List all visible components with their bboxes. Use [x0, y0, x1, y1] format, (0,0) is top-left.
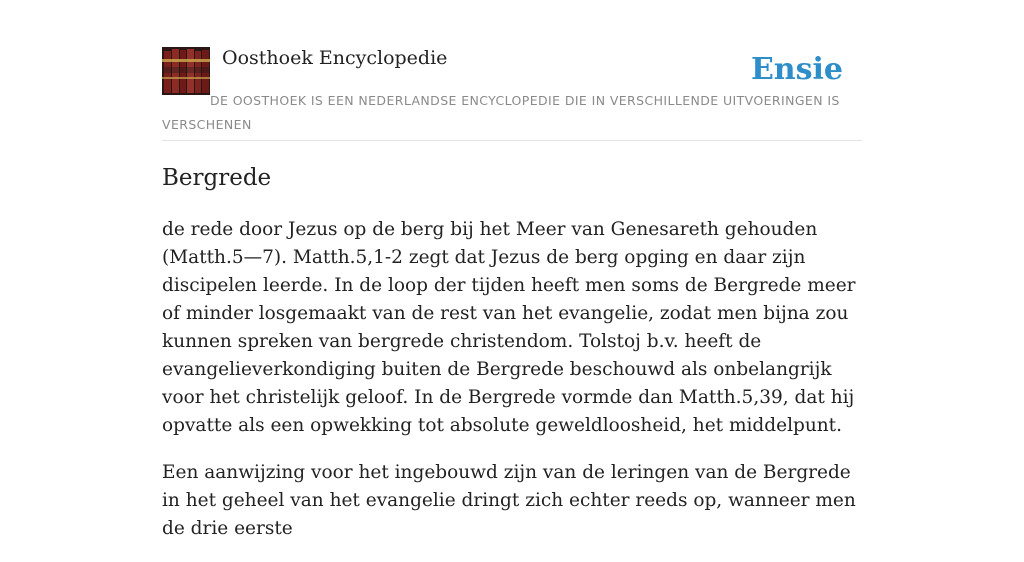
- encyclopedia-name-link[interactable]: Oosthoek Encyclopedie: [222, 47, 448, 69]
- avatar[interactable]: [162, 47, 210, 95]
- book-spines-icon: [162, 47, 210, 95]
- article-body: [162, 216, 862, 562]
- article-title: Bergrede: [162, 165, 272, 191]
- site-header: [162, 46, 862, 141]
- article-paragraph: Een aanwijzing voor het ingebouwd zijn van de leringen van de Bergrede in het geheel van het evangelie dringt zich echter reeds op, wanneer men de drie eerste: [162, 462, 856, 539]
- ensie-logo-link[interactable]: Ensie: [750, 52, 843, 87]
- encyclopedia-tagline: DE OOSTHOEK IS EEN NEDERLANDSE ENCYCLOPEDIE DIE IN VERSCHILLENDE UITVOERINGEN IS VERSCHENEN: [162, 93, 840, 132]
- article-paragraph: de rede door Jezus op de berg bij het Meer van Genesareth gehouden (Matth.5—7). Matth.5,1-2 zegt dat Jezus de berg opging en daar zijn discipelen leerde. In de loop der tijden heeft men soms de Bergrede meer of minder losgemaakt van de rest van het evangelie, zodat men bijna zou kunnen spreken van bergrede christendom. Tolstoj b.v. heeft de evangelieverkondiging buiten de Bergrede beschouwd als onbelangrijk voor het christelijk geloof. In de Bergrede vormde dan Matth.5,39, dat hij opvatte als een opwekking tot absolute geweldloosheid, het middelpunt.: [162, 219, 856, 436]
